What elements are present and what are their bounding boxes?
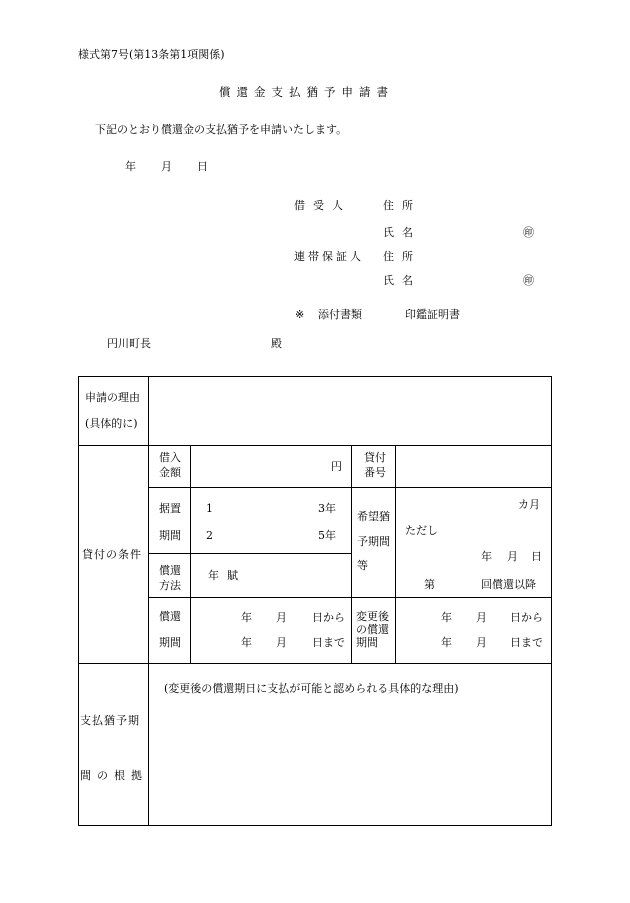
period-to-suffix: 日まで bbox=[312, 636, 345, 649]
new-period-label-line3: 期間 bbox=[356, 636, 378, 649]
date-day-label: 日 bbox=[197, 160, 208, 173]
guarantor-label: 連帯保証人 bbox=[294, 250, 364, 263]
repayment-method-label-line1: 償還 bbox=[159, 564, 181, 577]
deferment-label-line2: 期間 bbox=[159, 529, 181, 542]
months-unit: カ月 bbox=[518, 498, 540, 511]
new-period-to-suffix: 日まで bbox=[510, 636, 543, 649]
installment-suffix: 回償還以降 bbox=[481, 578, 536, 591]
basis-note: (変更後の償還期日に支払が可能と認められる具体的な理由) bbox=[164, 682, 459, 695]
page-title: 償還金支払猶予申請書 bbox=[219, 85, 394, 99]
installment-prefix: 第 bbox=[424, 578, 435, 591]
attachments-value: 印鑑証明書 bbox=[405, 308, 460, 321]
period-to-year: 年 bbox=[241, 636, 252, 649]
loan-number-label-line1: 貸付 bbox=[364, 451, 386, 464]
new-period-from-suffix: 日から bbox=[510, 611, 543, 624]
desired-label-line3: 等 bbox=[357, 559, 368, 572]
guarantor-seal: ㊞ bbox=[523, 274, 534, 287]
date-month-label: 月 bbox=[161, 160, 172, 173]
new-period-label-line1: 変更後 bbox=[356, 610, 389, 623]
loan-amount-label-line2: 金額 bbox=[159, 466, 181, 479]
period-from-year: 年 bbox=[241, 611, 252, 624]
period-from-suffix: 日から bbox=[312, 611, 345, 624]
deferment-label-line1: 据置 bbox=[159, 502, 181, 515]
repayment-method-label-line2: 方法 bbox=[159, 579, 181, 592]
basis-label-line2: 間の根拠 bbox=[80, 769, 148, 782]
deferment-option-1-number: 1 bbox=[206, 502, 213, 515]
loan-amount-label-line1: 借入 bbox=[159, 451, 181, 464]
borrower-address-label: 住所 bbox=[383, 199, 421, 212]
new-period-to-year: 年 bbox=[441, 636, 452, 649]
reason-label-line1: 申請の理由 bbox=[85, 391, 140, 404]
date-year-label: 年 bbox=[125, 160, 136, 173]
period-from-month: 月 bbox=[276, 611, 287, 624]
proviso-year-label: 年 bbox=[481, 550, 492, 563]
deferment-option-2-years: 5年 bbox=[318, 529, 336, 542]
proviso-label: ただし bbox=[405, 524, 438, 537]
new-period-label-line2: の償還 bbox=[356, 623, 389, 636]
reason-label-line2: (具体的に) bbox=[85, 417, 138, 430]
desired-label-line2: 予期間 bbox=[357, 535, 390, 548]
borrower-seal: ㊞ bbox=[523, 226, 534, 239]
proviso-day-label: 日 bbox=[531, 550, 542, 563]
deferment-option-1-years: 3年 bbox=[318, 502, 336, 515]
basis-label-line1: 支払猶予期 bbox=[80, 714, 140, 727]
honorific: 殿 bbox=[271, 337, 282, 350]
new-period-from-month: 月 bbox=[476, 611, 487, 624]
repayment-period-label-line1: 償還 bbox=[159, 610, 181, 623]
desired-label-line1: 希望猶 bbox=[357, 510, 390, 523]
table-border bbox=[79, 377, 552, 826]
intro-text: 下記のとおり償還金の支払猶予を申請いたします。 bbox=[95, 123, 348, 136]
attachments-label: 添付書類 bbox=[318, 308, 362, 321]
proviso-month-label: 月 bbox=[507, 550, 518, 563]
period-to-month: 月 bbox=[276, 636, 287, 649]
repayment-period-label-line2: 期間 bbox=[159, 636, 181, 649]
new-period-to-month: 月 bbox=[476, 636, 487, 649]
borrower-name-label: 氏名 bbox=[383, 226, 421, 239]
deferment-option-2-number: 2 bbox=[206, 529, 213, 542]
guarantor-address-label: 住所 bbox=[383, 250, 421, 263]
new-period-from-year: 年 bbox=[441, 611, 452, 624]
borrower-label: 借受人 bbox=[294, 199, 351, 212]
form-number: 様式第7号(第13条第1項関係) bbox=[78, 48, 225, 61]
guarantor-name-label: 氏名 bbox=[383, 274, 421, 287]
attachments-mark: ※ bbox=[295, 308, 305, 321]
yen-unit: 円 bbox=[331, 460, 342, 473]
repayment-method-value: 年賦 bbox=[208, 569, 246, 582]
loan-conditions-label: 貸付の条件 bbox=[82, 548, 142, 561]
loan-number-label-line2: 番号 bbox=[364, 466, 386, 479]
addressee: 円川町長 bbox=[107, 337, 151, 350]
